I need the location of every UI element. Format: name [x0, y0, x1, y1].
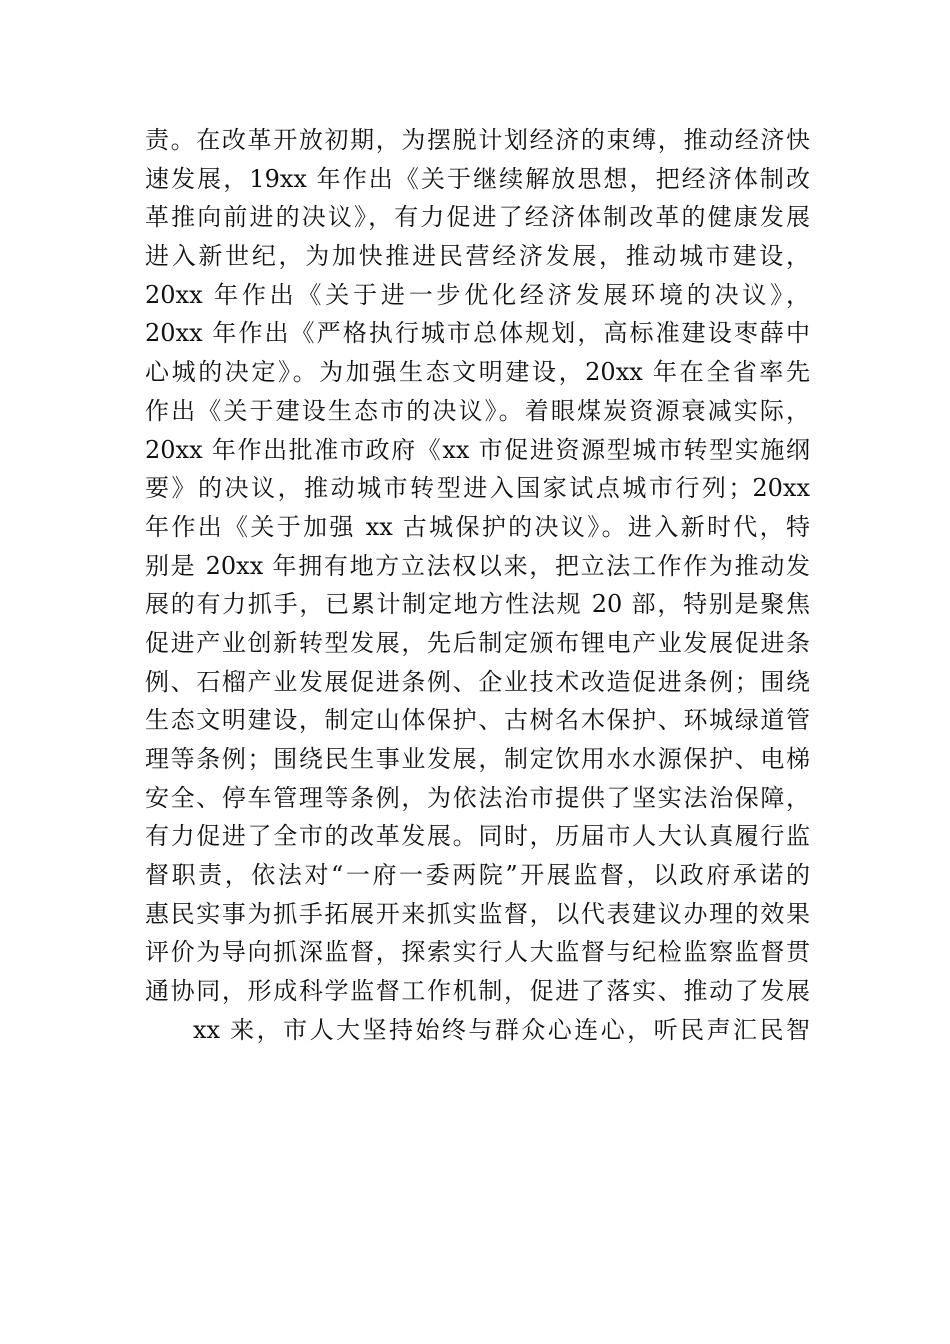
text-line: 别是 20xx 年拥有地方立法权以来，把立法工作作为推动发 [145, 551, 810, 580]
text-line: 评价为导向抓深监督，探索实行人大监督与纪检监察监督贯 [145, 938, 810, 967]
paragraph-1 [145, 121, 810, 1011]
text-line: 进入新世纪，为加快推进民营经济发展，推动城市建设， [145, 242, 810, 271]
text-line: 惠民实事为抓手拓展开来抓实监督，以代表建议办理的效果 [145, 899, 810, 928]
text-line: 心城的决定》。为加强生态文明建设，20xx 年在全省率先 [145, 358, 810, 387]
text-line: 20xx 年作出《关于进一步优化经济发展环境的决议》， [145, 280, 810, 309]
text-line: 作出《关于建设生态市的决议》。着眼煤炭资源衰减实际， [145, 396, 810, 425]
text-line: 例、石榴产业发展促进条例、企业技术改造促进条例；围绕 [145, 667, 810, 696]
text-line: 理等条例；围绕民生事业发展，制定饮用水水源保护、电梯 [145, 745, 810, 773]
text-line: 年作出《关于加强 xx 古城保护的决议》。进入新时代，特 [145, 512, 810, 541]
text-line: xx 来，市人大坚持始终与群众心连心，听民声汇民智 [193, 1015, 810, 1044]
text-line: 要》的决议，推动城市转型进入国家试点城市行列；20xx [145, 474, 810, 503]
text-line: 生态文明建设，制定山体保护、古树名木保护、环城绿道管 [145, 706, 810, 735]
text-line: 促进产业创新转型发展，先后制定颁布锂电产业发展促进条 [145, 628, 810, 657]
text-line: 通协同，形成科学监督工作机制，促进了落实、推动了发展 [145, 977, 810, 1006]
text-line: 有力促进了全市的改革发展。同时，历届市人大认真履行监 [145, 822, 810, 851]
paragraph-2 [145, 1011, 810, 1050]
text-line: 20xx 年作出《严格执行城市总体规划，高标准建设枣薛中 [145, 319, 810, 348]
text-line: 督职责，依法对“一府一委两院”开展监督，以政府承诺的 [145, 861, 810, 890]
text-line: 速发展，19xx 年作出《关于继续解放思想，把经济体制改 [145, 164, 810, 193]
text-line: 安全、停车管理等条例，为依法治市提供了坚实法治保障， [145, 783, 810, 812]
text-line: 20xx 年作出批准市政府《xx 市促进资源型城市转型实施纲 [145, 435, 810, 464]
text-line: 责。在改革开放初期，为摆脱计划经济的束缚，推动经济快 [145, 126, 810, 154]
text-line: 展的有力抓手，已累计制定地方性法规 20 部，特别是聚焦 [145, 590, 810, 619]
body-text [145, 121, 810, 1050]
text-line: 革推向前进的决议》，有力促进了经济体制改革的健康发展 [145, 203, 810, 232]
